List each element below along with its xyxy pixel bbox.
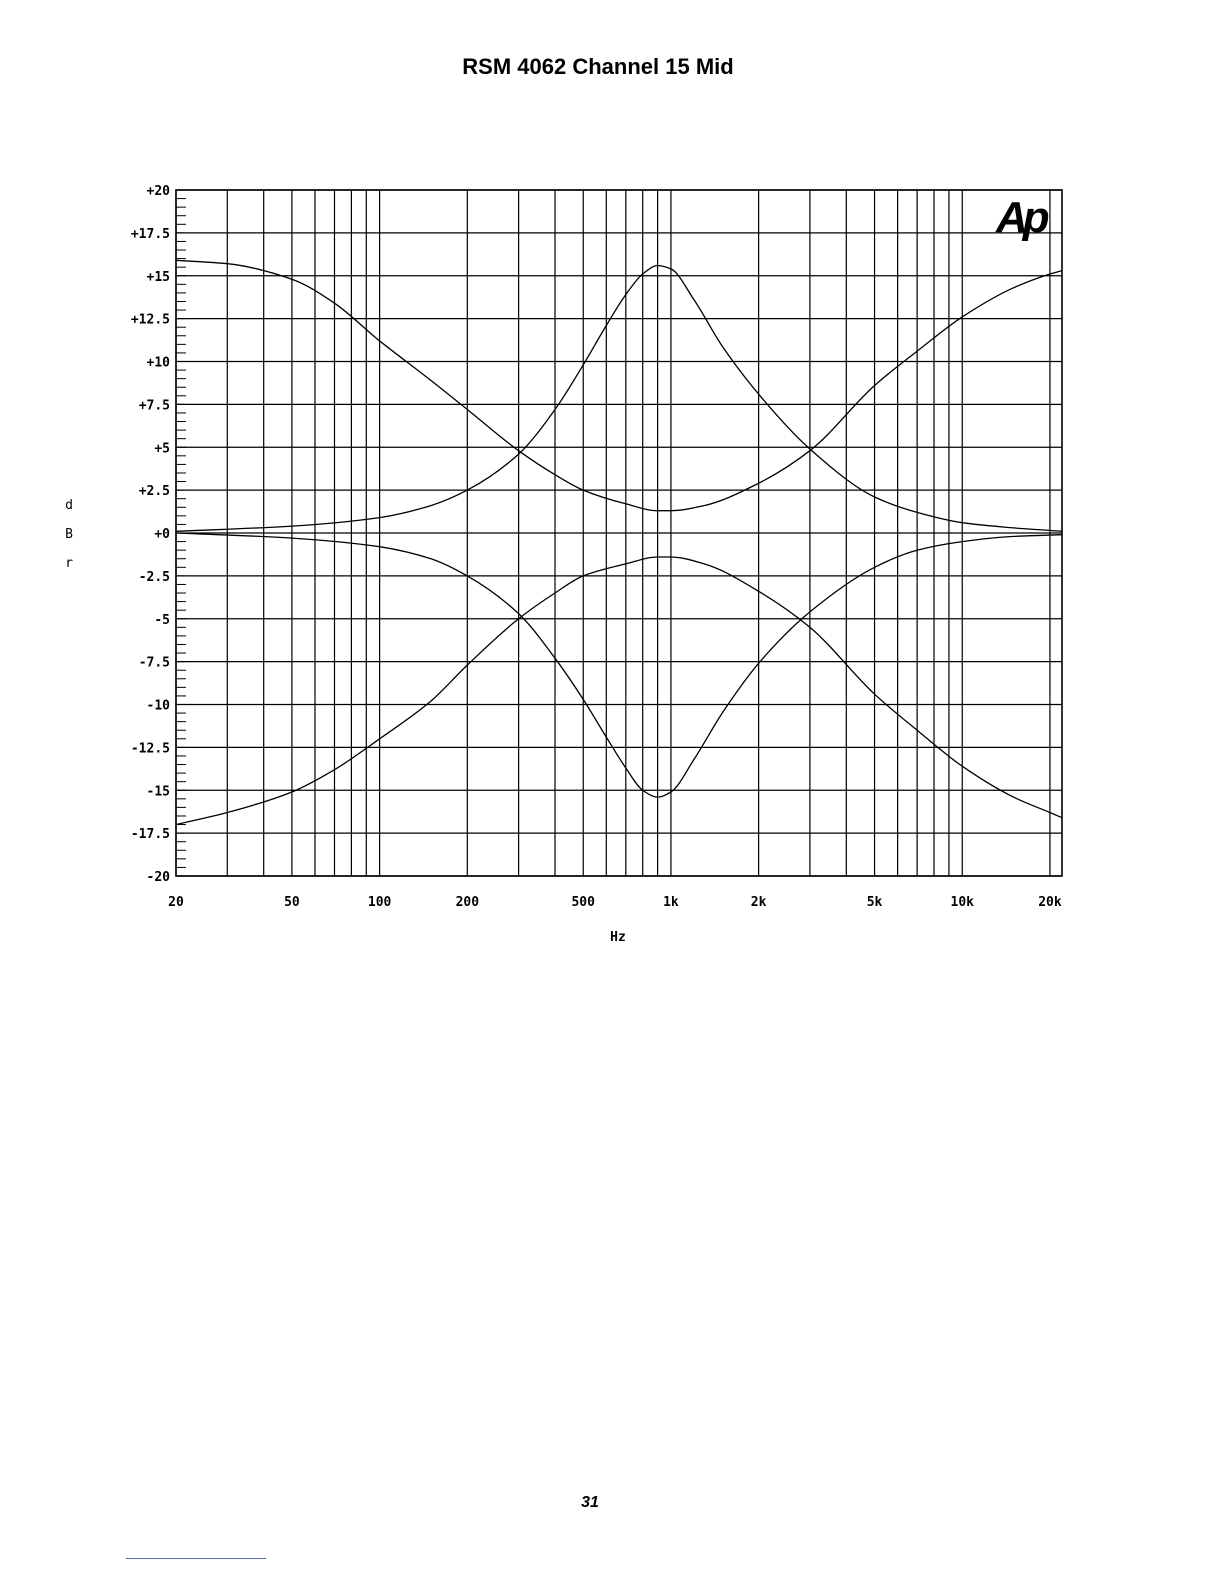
x-tick-label: 1k	[663, 895, 679, 910]
x-tick-label: 5k	[866, 895, 883, 910]
y-tick-label: -10	[146, 698, 170, 714]
y-tick-label: +12.5	[130, 312, 170, 328]
y-tick-label: +10	[146, 355, 170, 371]
response-curve-2	[176, 557, 1062, 825]
x-tick-label: 500	[571, 895, 595, 910]
y-axis-label-letter-b: B	[65, 527, 73, 542]
page-number: 31	[581, 1494, 599, 1511]
y-tick-label: -17.5	[130, 827, 170, 843]
y-tick-label: +20	[146, 184, 170, 199]
y-tick-label: -20	[146, 870, 170, 885]
y-tick-label: +0	[154, 527, 170, 542]
y-tick-label: -12.5	[130, 741, 170, 757]
y-tick-label: +2.5	[138, 484, 170, 500]
x-tick-label: 50	[284, 895, 300, 910]
y-tick-label: +7.5	[138, 398, 170, 414]
y-tick-label: -7.5	[138, 655, 170, 671]
response-curve-1	[176, 260, 1062, 510]
y-tick-label: +17.5	[130, 226, 170, 242]
y-tick-label: -5	[154, 612, 170, 628]
audio-precision-logo: Ap	[996, 193, 1045, 242]
page-title: RSM 4062 Channel 15 Mid	[462, 54, 734, 79]
x-tick-label: 2k	[750, 895, 767, 910]
x-tick-label: 20	[168, 895, 184, 910]
y-tick-label: -15	[146, 784, 170, 800]
y-tick-label: +5	[154, 441, 170, 457]
y-axis-label-letter-r: r	[65, 556, 73, 571]
x-tick-label: 200	[455, 895, 480, 910]
x-tick-label: 10k	[950, 895, 974, 910]
x-axis-label: Hz	[610, 930, 626, 945]
y-tick-label: +15	[146, 269, 170, 285]
response-curve-4	[176, 533, 1062, 797]
response-curve-3	[176, 266, 1062, 532]
footnote-rule	[126, 1558, 266, 1559]
y-axis-label-letter-d: d	[65, 498, 73, 513]
x-tick-label: 20k	[1038, 895, 1062, 910]
y-tick-label: -2.5	[138, 569, 170, 585]
x-tick-label: 100	[367, 895, 392, 910]
